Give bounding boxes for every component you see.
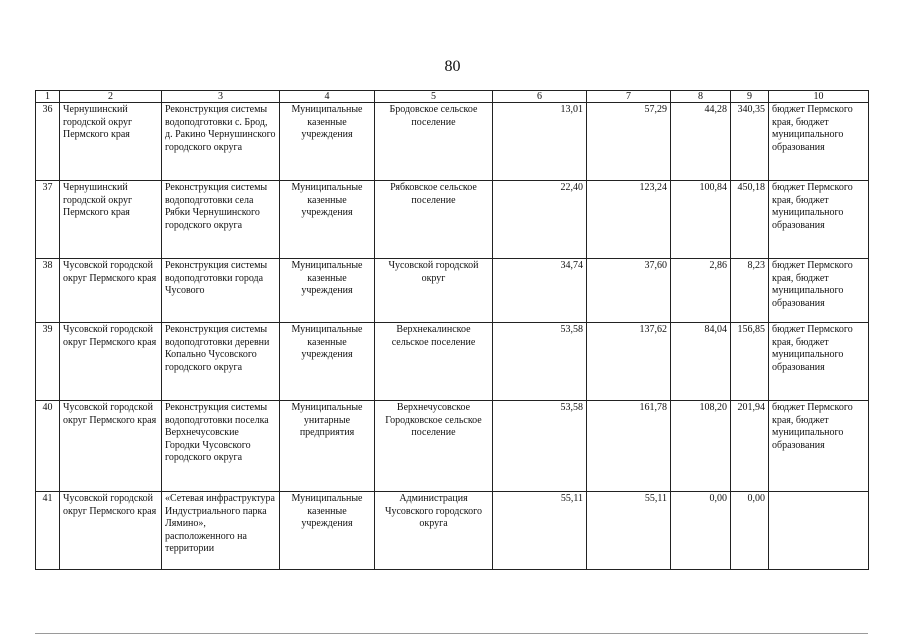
object-cell: Реконструкция системы водоподготовки с. Брод, д. Ракино Чернушинского городского округа — [162, 103, 280, 181]
page-number: 80 — [444, 58, 461, 75]
settlement-cell: Администрация Чусовского городского округа — [375, 492, 493, 570]
value-col8: 100,84 — [671, 181, 731, 259]
row-number: 38 — [36, 259, 60, 323]
row-number: 41 — [36, 492, 60, 570]
column-header: 7 — [587, 91, 671, 103]
funding-source-cell: бюджет Пермского края, бюджет муниципального образования — [769, 323, 869, 401]
institution-cell: Муниципальные казенные учреждения — [280, 323, 375, 401]
value-col9: 8,23 — [731, 259, 769, 323]
column-header: 5 — [375, 91, 493, 103]
value-col6: 13,01 — [493, 103, 587, 181]
funding-source-cell: бюджет Пермского края, бюджет муниципального образования — [769, 103, 869, 181]
municipality-cell: Чусовской городской округ Пермского края — [60, 259, 162, 323]
funding-source-cell — [769, 492, 869, 570]
settlement-cell: Рябковское сельское поселение — [375, 181, 493, 259]
funding-source-cell: бюджет Пермского края, бюджет муниципального образования — [769, 259, 869, 323]
column-header: 10 — [769, 91, 869, 103]
value-col9: 450,18 — [731, 181, 769, 259]
table-row — [36, 181, 869, 259]
settlement-cell: Чусовской городской округ — [375, 259, 493, 323]
value-col7: 55,11 — [587, 492, 671, 570]
value-col7: 57,29 — [587, 103, 671, 181]
institution-cell: Муниципальные казенные учреждения — [280, 259, 375, 323]
object-cell: Реконструкция системы водоподготовки поселка Верхнечусовские Городки Чусовского городского округа — [162, 401, 280, 492]
municipality-cell: Чусовской городской округ Пермского края — [60, 323, 162, 401]
value-col6: 53,58 — [493, 401, 587, 492]
value-col6: 34,74 — [493, 259, 587, 323]
value-col9: 340,35 — [731, 103, 769, 181]
column-header: 4 — [280, 91, 375, 103]
object-cell: Реконструкция системы водоподготовки деревни Копально Чусовского городского округа — [162, 323, 280, 401]
header-row — [36, 91, 869, 103]
settlement-cell: Верхнекалинское сельское поселение — [375, 323, 493, 401]
value-col8: 108,20 — [671, 401, 731, 492]
row-number: 39 — [36, 323, 60, 401]
value-col8: 84,04 — [671, 323, 731, 401]
municipality-cell: Чернушинский городской округ Пермского края — [60, 181, 162, 259]
data-table — [35, 90, 869, 570]
column-header: 1 — [36, 91, 60, 103]
settlement-cell: Верхнечусовское Городковское сельское поселение — [375, 401, 493, 492]
value-col9: 156,85 — [731, 323, 769, 401]
column-header: 3 — [162, 91, 280, 103]
value-col6: 53,58 — [493, 323, 587, 401]
municipality-cell: Чусовской городской округ Пермского края — [60, 492, 162, 570]
row-number: 36 — [36, 103, 60, 181]
table-row — [36, 259, 869, 323]
institution-cell: Муниципальные унитарные предприятия — [280, 401, 375, 492]
funding-source-cell: бюджет Пермского края, бюджет муниципального образования — [769, 181, 869, 259]
value-col9: 0,00 — [731, 492, 769, 570]
value-col8: 0,00 — [671, 492, 731, 570]
funding-source-cell: бюджет Пермского края, бюджет муниципального образования — [769, 401, 869, 492]
column-header: 9 — [731, 91, 769, 103]
municipality-cell: Чернушинский городской округ Пермского края — [60, 103, 162, 181]
value-col9: 201,94 — [731, 401, 769, 492]
value-col7: 161,78 — [587, 401, 671, 492]
value-col7: 137,62 — [587, 323, 671, 401]
row-number: 37 — [36, 181, 60, 259]
page-bottom-divider — [35, 633, 868, 634]
value-col8: 44,28 — [671, 103, 731, 181]
table-row — [36, 323, 869, 401]
table-row — [36, 492, 869, 570]
table-row — [36, 401, 869, 492]
value-col6: 22,40 — [493, 181, 587, 259]
value-col8: 2,86 — [671, 259, 731, 323]
object-cell: «Сетевая инфраструктура Индустриального парка Лямино», расположенного на территории — [162, 492, 280, 570]
row-number: 40 — [36, 401, 60, 492]
institution-cell: Муниципальные казенные учреждения — [280, 181, 375, 259]
value-col7: 123,24 — [587, 181, 671, 259]
column-header: 8 — [671, 91, 731, 103]
object-cell: Реконструкция системы водоподготовки города Чусового — [162, 259, 280, 323]
settlement-cell: Бродовское сельское поселение — [375, 103, 493, 181]
object-cell: Реконструкция системы водоподготовки села Рябки Чернушинского городского округа — [162, 181, 280, 259]
value-col6: 55,11 — [493, 492, 587, 570]
institution-cell: Муниципальные казенные учреждения — [280, 492, 375, 570]
column-header: 2 — [60, 91, 162, 103]
column-header: 6 — [493, 91, 587, 103]
municipality-cell: Чусовской городской округ Пермского края — [60, 401, 162, 492]
value-col7: 37,60 — [587, 259, 671, 323]
table-row — [36, 103, 869, 181]
institution-cell: Муниципальные казенные учреждения — [280, 103, 375, 181]
